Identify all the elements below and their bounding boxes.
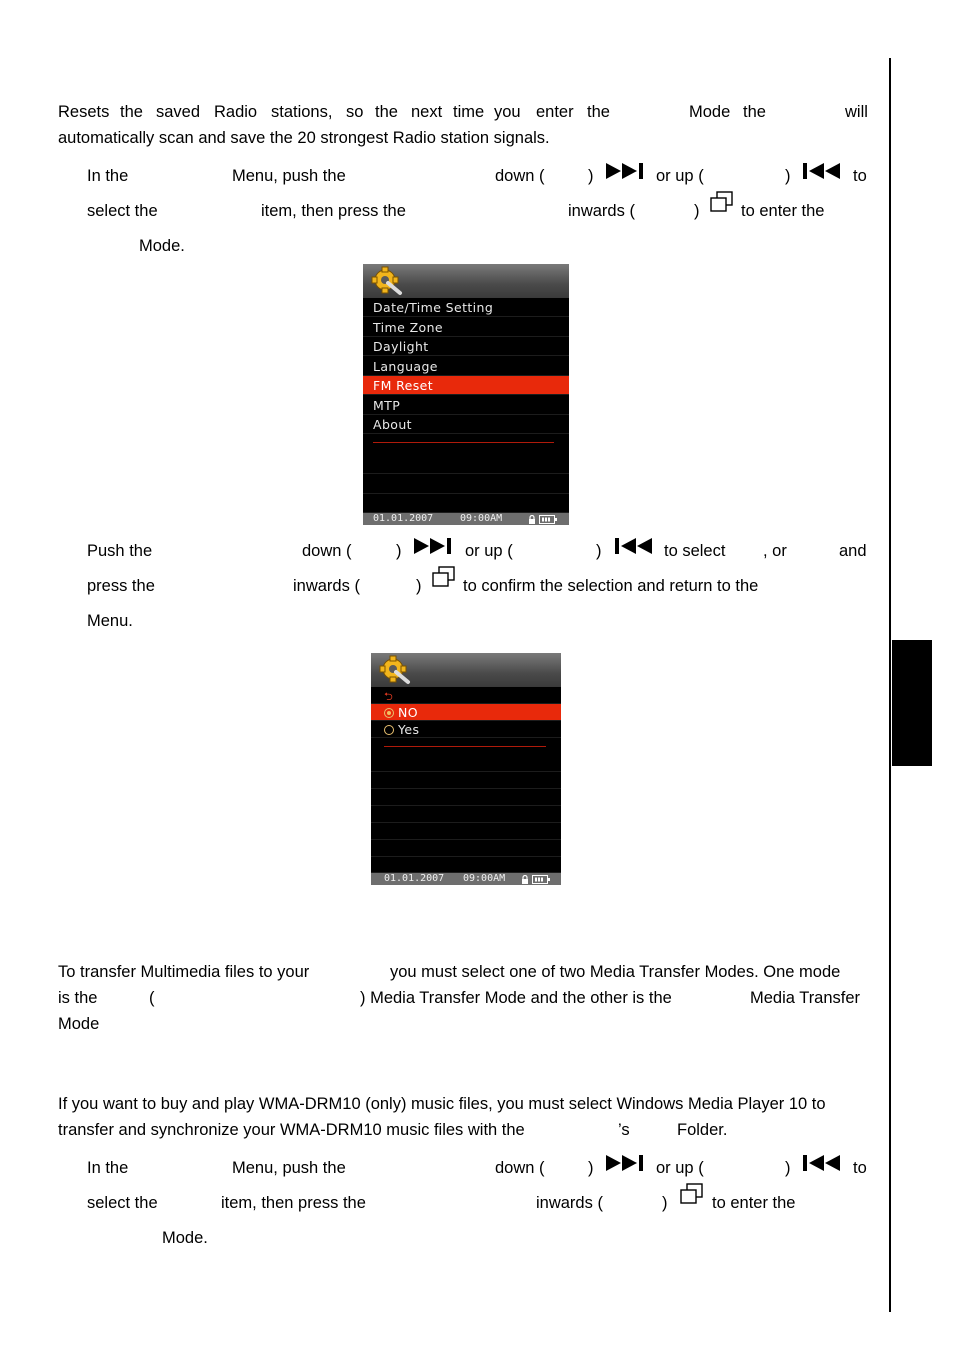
menu-item-daylight[interactable]: Daylight	[363, 337, 569, 356]
option-no[interactable]: NO	[371, 704, 561, 721]
battery-icon	[539, 515, 557, 524]
screen-header-bar	[371, 653, 561, 687]
status-time: 09:00AM	[463, 873, 506, 884]
section-thumb-tab	[892, 640, 932, 766]
menu-item-mtp[interactable]: MTP	[363, 396, 569, 415]
settings-gear-icon	[371, 266, 403, 296]
enter-press-icon	[680, 1183, 704, 1205]
status-time: 09:00AM	[460, 513, 503, 524]
page-margin-rule	[889, 58, 891, 1312]
empty-row	[371, 823, 561, 840]
empty-row	[371, 772, 561, 789]
list-end-divider	[373, 442, 554, 443]
skip-back-icon	[803, 1154, 843, 1172]
settings-gear-icon	[379, 655, 411, 685]
status-date: 01.01.2007	[373, 513, 434, 524]
option-yes[interactable]: Yes	[371, 721, 561, 738]
fm-reset-screenshot	[371, 653, 561, 885]
list-end-divider	[384, 746, 546, 747]
status-bar	[363, 513, 569, 525]
empty-row	[363, 474, 569, 494]
menu-item-date-time[interactable]: Date/Time Setting	[363, 298, 569, 317]
battery-icon	[532, 875, 550, 884]
empty-row	[371, 789, 561, 806]
enter-press-icon	[710, 191, 734, 213]
empty-row	[371, 806, 561, 823]
back-arrow-icon: ⮌	[384, 690, 394, 703]
lock-icon	[521, 875, 529, 884]
lock-icon	[528, 515, 536, 524]
radio-empty-icon	[384, 725, 394, 735]
menu-item-language[interactable]: Language	[363, 357, 569, 376]
enter-press-icon	[432, 566, 456, 588]
empty-row	[363, 494, 569, 513]
status-date: 01.01.2007	[384, 873, 445, 884]
skip-forward-icon	[606, 162, 646, 180]
skip-forward-icon	[606, 1154, 646, 1172]
status-bar	[371, 873, 561, 885]
skip-back-icon	[803, 162, 843, 180]
skip-back-icon	[615, 537, 655, 555]
skip-forward-icon	[414, 537, 454, 555]
menu-item-about[interactable]: About	[363, 415, 569, 434]
back-row[interactable]	[371, 687, 561, 704]
empty-row	[371, 840, 561, 857]
empty-row	[363, 454, 569, 474]
menu-item-time-zone[interactable]: Time Zone	[363, 318, 569, 337]
radio-selected-icon	[384, 708, 394, 718]
empty-row	[371, 755, 561, 772]
menu-item-fm-reset[interactable]: FM Reset	[363, 376, 569, 395]
empty-row	[371, 857, 561, 873]
settings-menu-screenshot	[363, 264, 569, 525]
screen-header-bar	[363, 264, 569, 298]
